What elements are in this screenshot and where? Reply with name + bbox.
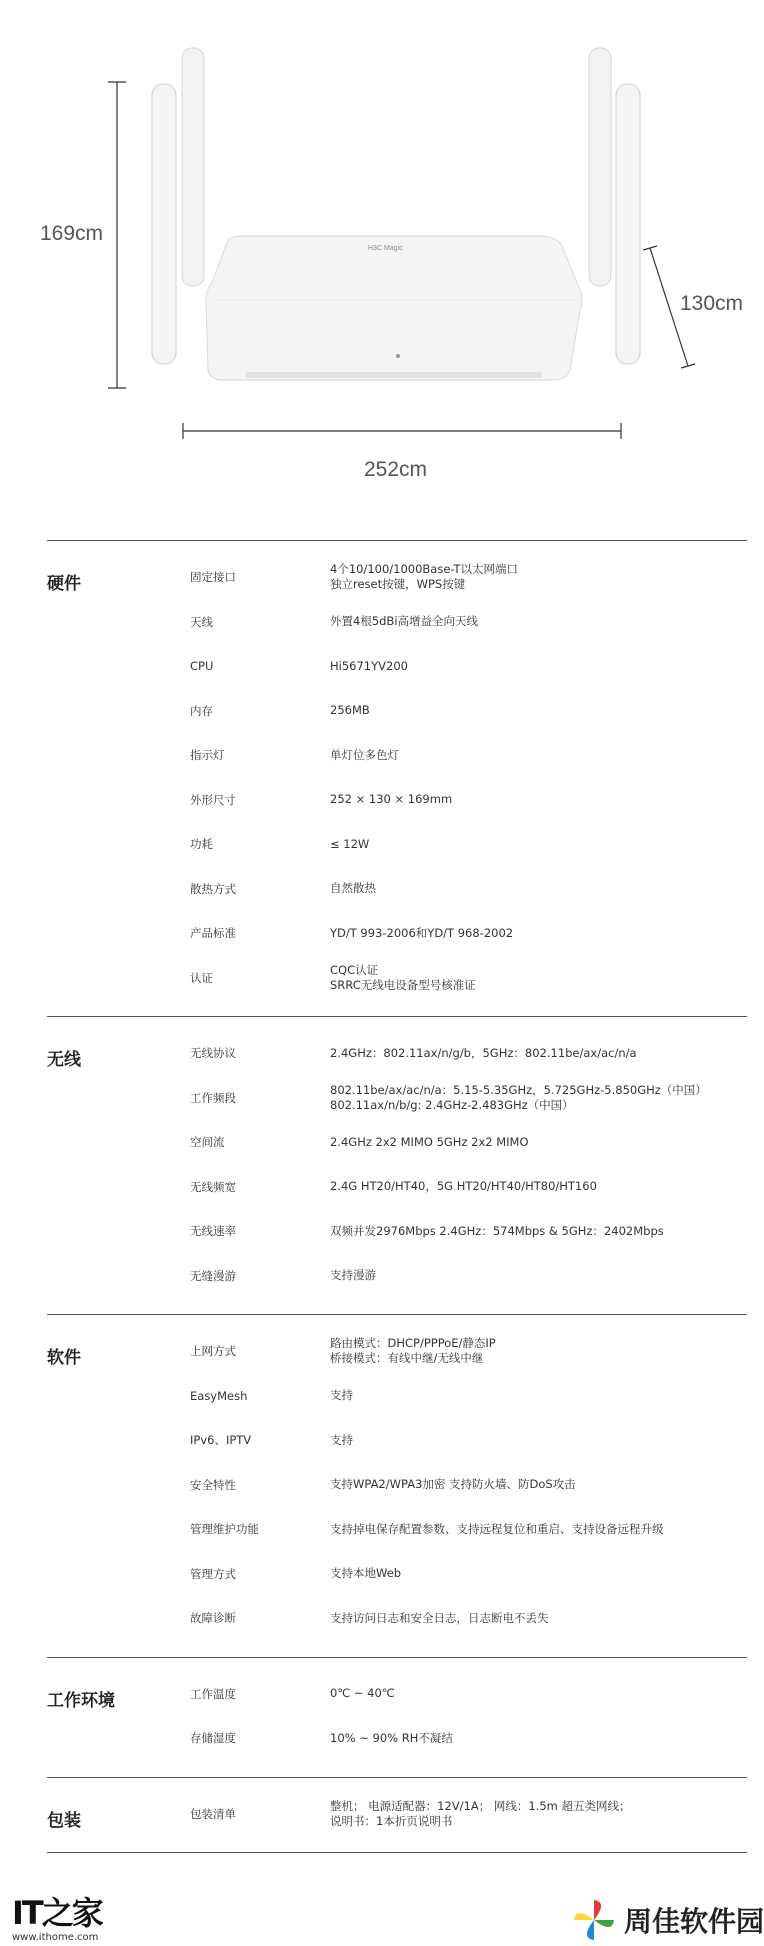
spec-label: 管理维护功能 xyxy=(190,1522,259,1537)
ithome-url: www.ithome.com xyxy=(12,1932,99,1943)
spec-value: 整机； 电源适配器：12V/1A； 网线：1.5m 超五类网线； 说明书：1本折页说明书 xyxy=(330,1798,631,1828)
section-title: 硬件 xyxy=(47,574,81,594)
spec-row xyxy=(190,1792,747,1837)
spec-value: 自然散热 xyxy=(330,881,376,896)
spec-value: CQC认证 SRRC无线电设备型号核准证 xyxy=(330,962,476,992)
spec-label: 工作频段 xyxy=(190,1090,236,1105)
ithome-logo-text: IT之家 xyxy=(12,1894,102,1932)
spec-label: EasyMesh xyxy=(190,1388,248,1403)
spec-row xyxy=(190,778,747,823)
spec-value: 支持本地Web xyxy=(330,1566,402,1581)
spec-value: 支持 xyxy=(330,1432,353,1447)
spec-label: 故障诊断 xyxy=(190,1611,236,1626)
spec-label: 固定接口 xyxy=(190,570,236,585)
spec-value: 支持 xyxy=(330,1388,353,1403)
section-title: 无线 xyxy=(47,1050,81,1070)
spec-label: 功耗 xyxy=(190,837,213,852)
spec-value: 支持掉电保存配置参数、支持远程复位和重启、支持设备远程升级 xyxy=(330,1521,664,1536)
spec-value: 4个10/100/1000Base-T以太网端口 独立reset按键，WPS按键 xyxy=(330,562,519,592)
section-title: 工作环境 xyxy=(47,1690,115,1711)
spec-section xyxy=(47,1777,747,1854)
spec-row xyxy=(190,822,747,867)
spec-value: 外置4根5dBi高增益全向天线 xyxy=(330,614,479,629)
spec-label: 无线速率 xyxy=(190,1224,236,1239)
spec-label: 管理方式 xyxy=(190,1566,236,1581)
spec-value: 单灯位多色灯 xyxy=(330,747,399,762)
product-figure xyxy=(0,0,764,520)
spec-row xyxy=(190,644,747,689)
ithome-logo xyxy=(12,1888,102,1934)
section-title: 包装 xyxy=(47,1810,81,1831)
zhoujia-logo xyxy=(572,1898,764,1942)
spec-label: IPv6、IPTV xyxy=(190,1433,252,1448)
spec-row xyxy=(190,1254,747,1299)
spec-value: 支持访问日志和安全日志，日志断电不丢失 xyxy=(330,1610,549,1625)
section-title: 软件 xyxy=(47,1348,81,1368)
spec-label: 安全特性 xyxy=(190,1477,236,1492)
spec-value: 256MB xyxy=(330,703,370,718)
spec-label: 无线协议 xyxy=(190,1046,236,1061)
router-illustration xyxy=(0,0,764,520)
spec-section xyxy=(47,1314,747,1657)
spec-label: 外形尺寸 xyxy=(190,792,236,807)
spec-row xyxy=(190,1165,747,1210)
product-logo: H3C Magic xyxy=(368,245,403,252)
spec-row xyxy=(190,1329,747,1374)
spec-value: 双频并发2976Mbps 2.4GHz：574Mbps & 5GHz：2402Mbps xyxy=(330,1223,664,1238)
spec-row xyxy=(190,689,747,734)
spec-row xyxy=(190,1552,747,1597)
spec-value: 支持WPA2/WPA3加密 支持防火墙、防DoS攻击 xyxy=(330,1477,576,1492)
spec-value: 10% ~ 90% RH不凝结 xyxy=(330,1730,453,1745)
spec-value: 0℃ ~ 40℃ xyxy=(330,1686,395,1701)
spec-row xyxy=(190,867,747,912)
spec-row xyxy=(190,1672,747,1717)
height-dimension: 169cm xyxy=(40,222,104,245)
spec-label: 存储湿度 xyxy=(190,1731,236,1746)
spec-label: 产品标准 xyxy=(190,926,236,941)
spec-value: ≤ 12W xyxy=(330,836,370,851)
spec-label: 认证 xyxy=(190,970,213,985)
spec-label: 天线 xyxy=(190,614,213,629)
spec-row xyxy=(190,956,747,1001)
spec-row xyxy=(190,1507,747,1552)
spec-section xyxy=(47,540,747,1016)
spec-label: 内存 xyxy=(190,703,213,718)
spec-value: 路由模式：DHCP/PPPoE/静态IP 桥接模式：有线中继/无线中继 xyxy=(330,1336,496,1366)
spec-row xyxy=(190,1596,747,1641)
spec-value: 支持漫游 xyxy=(330,1268,376,1283)
spec-label: 工作温度 xyxy=(190,1686,236,1701)
spec-value: 802.11be/ax/ac/n/a：5.15-5.35GHz，5.725GHz-5.850GHz（中国） 802.11ax/n/b/g: 2.4GHz-2.483GHz（中国） xyxy=(330,1082,707,1112)
spec-row xyxy=(190,600,747,645)
spec-label: 空间流 xyxy=(190,1135,225,1150)
spec-row xyxy=(190,1076,747,1121)
spec-section xyxy=(47,1016,747,1314)
spec-table xyxy=(47,540,747,1853)
spec-row xyxy=(190,1374,747,1419)
zhoujia-text: 周佳软件园 xyxy=(624,1905,764,1938)
spec-value: Hi5671YV200 xyxy=(330,658,408,673)
spec-row xyxy=(190,1463,747,1508)
spec-label: 指示灯 xyxy=(190,748,225,763)
spec-section xyxy=(47,1657,747,1777)
spec-value: 2.4G HT20/HT40，5G HT20/HT40/HT80/HT160 xyxy=(330,1179,597,1194)
spec-row xyxy=(190,1031,747,1076)
spec-label: 无线频宽 xyxy=(190,1179,236,1194)
pinwheel-icon xyxy=(572,1898,616,1942)
spec-label: 包装清单 xyxy=(190,1806,236,1821)
spec-row xyxy=(190,911,747,956)
spec-row xyxy=(190,1209,747,1254)
spec-label: 无缝漫游 xyxy=(190,1268,236,1283)
spec-label: 散热方式 xyxy=(190,881,236,896)
spec-value: 2.4GHz 2x2 MIMO 5GHz 2x2 MIMO xyxy=(330,1134,529,1149)
spec-row xyxy=(190,555,747,600)
spec-row xyxy=(190,1716,747,1761)
spec-row xyxy=(190,1120,747,1165)
spec-row xyxy=(190,733,747,778)
spec-value: 2.4GHz：802.11ax/n/g/b，5GHz：802.11be/ax/ac/n/a xyxy=(330,1045,637,1060)
spec-row xyxy=(190,1418,747,1463)
spec-label: 上网方式 xyxy=(190,1344,236,1359)
spec-label: CPU xyxy=(190,659,214,674)
spec-value: YD/T 993-2006和YD/T 968-2002 xyxy=(330,925,514,940)
depth-dimension: 130cm xyxy=(680,292,744,315)
width-dimension: 252cm xyxy=(364,458,428,481)
spec-value: 252 × 130 × 169mm xyxy=(330,792,453,807)
